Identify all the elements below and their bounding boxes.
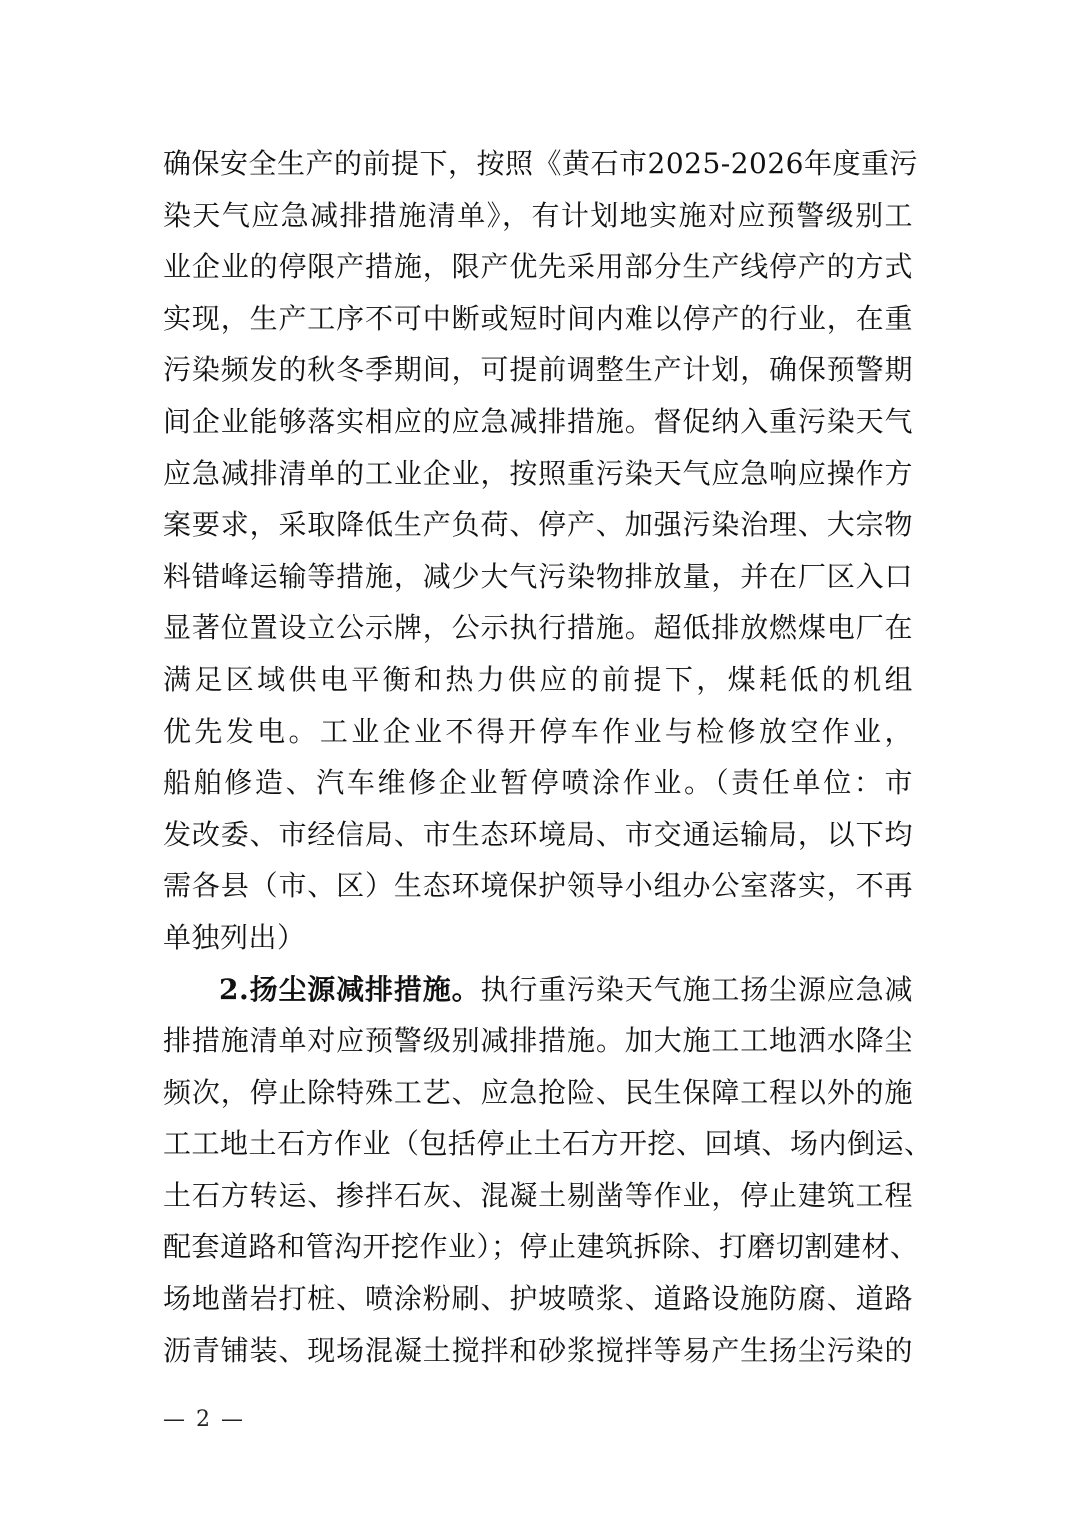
- text-line: 沥青铺装、现场混凝土搅拌和砂浆搅拌等易产生扬尘污染的: [163, 1333, 913, 1367]
- text-line: 优先发电。工业企业不得开停车作业与检修放空作业，: [163, 714, 913, 748]
- text-line: 染天气应急减排措施清单》，有计划地实施对应预警级别工: [163, 198, 913, 232]
- text-line: 船舶修造、汽车维修企业暂停喷涂作业。（责任单位：市: [163, 766, 913, 800]
- text-line: 单独列出）: [163, 920, 306, 954]
- section-heading: 2.扬尘源减排措施。: [219, 972, 481, 1006]
- text-line: 应急减排清单的工业企业，按照重污染天气应急响应操作方: [163, 456, 913, 490]
- text-line: 污染频发的秋冬季期间，可提前调整生产计划，确保预警期: [163, 353, 913, 387]
- text-line: 发改委、市经信局、市生态环境局、市交通运输局，以下均: [163, 817, 913, 851]
- page-number: — 2 —: [163, 1407, 245, 1432]
- text-line: 实现，生产工序不可中断或短时间内难以停产的行业，在重: [163, 301, 913, 335]
- text-line: 工工地土石方作业（包括停止土石方开挖、回填、场内倒运、: [163, 1127, 933, 1161]
- text-line: 配套道路和管沟开挖作业）；停止建筑拆除、打磨切割建材、: [163, 1230, 919, 1264]
- text-line: 案要求，采取降低生产负荷、停产、加强污染治理、大宗物: [163, 508, 913, 542]
- text-line: 排措施清单对应预警级别减排措施。加大施工工地洒水降尘: [163, 1024, 913, 1058]
- paragraph-1: [163, 138, 918, 964]
- paragraph-2-first-line: [163, 964, 913, 1016]
- text-line: 场地凿岩打桩、喷涂粉刷、护坡喷浆、道路设施防腐、道路: [163, 1282, 913, 1316]
- text-line: 料错峰运输等措施，减少大气污染物排放量，并在厂区入口: [163, 559, 913, 593]
- text-line: 频次，停止除特殊工艺、应急抢险、民生保障工程以外的施: [163, 1075, 913, 1109]
- text-line: 显著位置设立公示牌，公示执行措施。超低排放燃煤电厂在: [163, 611, 913, 645]
- text-line: 确保安全生产的前提下，按照《黄石市2025-2026年度重污: [163, 147, 918, 180]
- section-heading-continuation: 执行重污染天气施工扬尘源应急减: [480, 972, 913, 1006]
- text-line: 间企业能够落实相应的应急减排措施。督促纳入重污染天气: [163, 404, 913, 438]
- text-line: 土石方转运、掺拌石灰、混凝土剔凿等作业，停止建筑工程: [163, 1178, 913, 1212]
- text-line: 业企业的停限产措施，限产优先采用部分生产线停产的方式: [163, 250, 913, 284]
- document-body: [163, 138, 933, 1376]
- text-line: 满足区域供电平衡和热力供应的前提下，煤耗低的机组: [163, 662, 913, 696]
- paragraph-2: [163, 964, 933, 1377]
- text-line: 需各县（市、区）生态环境保护领导小组办公室落实，不再: [163, 869, 913, 903]
